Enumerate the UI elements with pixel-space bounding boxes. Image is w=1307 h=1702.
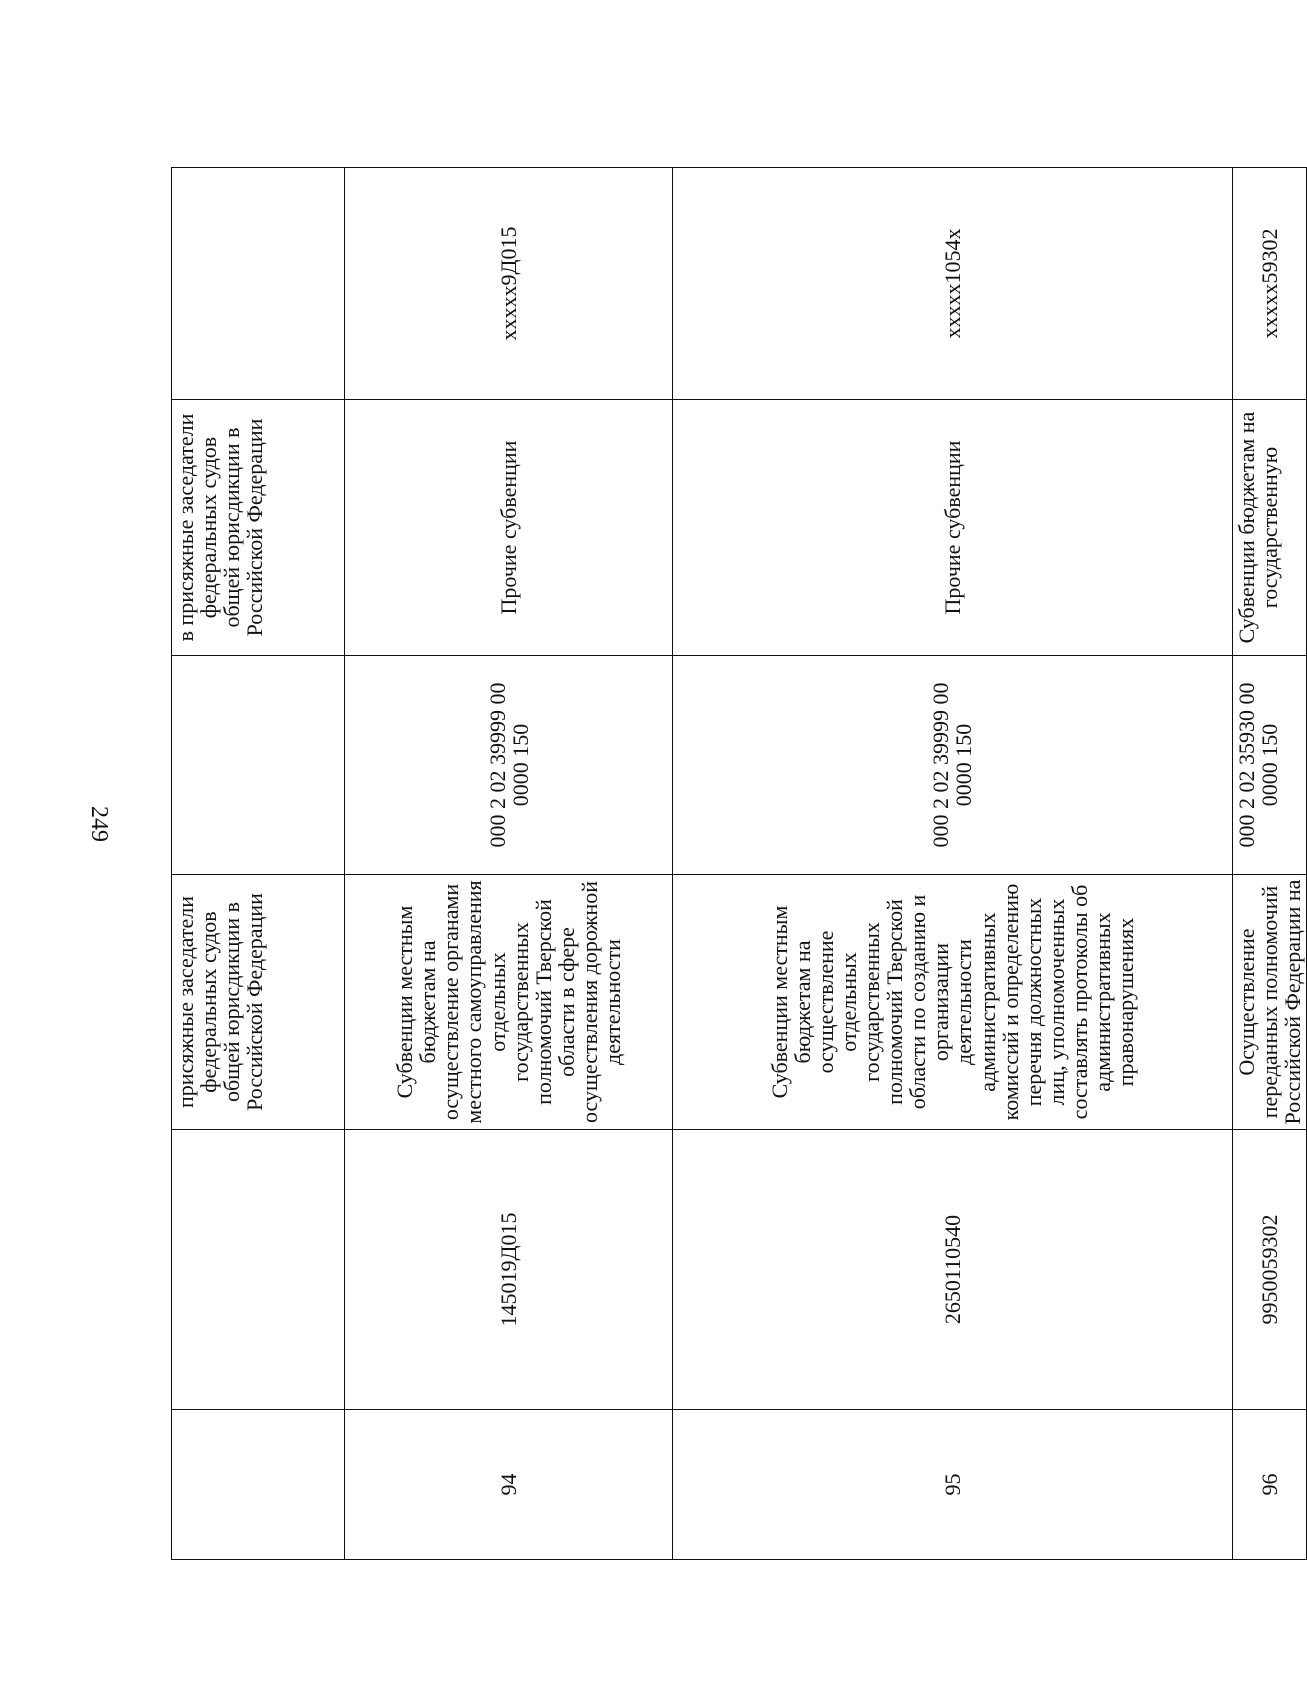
cell-name: Субвенции местным бюджетам на осуществление органами местного самоуправления отдельных государственных полномочий Тверской области в сфере осуществления дорожной деятельности — [345, 875, 673, 1130]
cell-kbk — [172, 656, 345, 875]
subvention-table — [171, 167, 1307, 1560]
table-row — [345, 168, 673, 1560]
cell-name: Субвенции местным бюджетам на осуществление отдельных государственных полномочий Тверской области по созданию и организации деятельности административных комиссий и определению перечня должностных лиц, уполномоченных составлять протоколы об административных правонарушениях — [673, 875, 1232, 1130]
cell-target-code — [172, 168, 345, 400]
cell-revenue-name: Субвенции бюджетам на государственную — [1232, 400, 1306, 656]
cell-target-code: xxxxx59302 — [1232, 168, 1306, 400]
cell-name: присяжные заседатели федеральных судов общей юрисдикции в Российской Федерации — [172, 875, 345, 1130]
cell-num: 94 — [345, 1410, 673, 1560]
cell-kbk: 000 2 02 39999 00 0000 150 — [673, 656, 1232, 875]
cell-num: 96 — [1232, 1410, 1306, 1560]
cell-code: 9950059302 — [1232, 1130, 1306, 1410]
cell-target-code: xxxxx9Д015 — [345, 168, 673, 400]
cell-num — [172, 1410, 345, 1560]
cell-code: 2650110540 — [673, 1130, 1232, 1410]
table-row — [1232, 168, 1306, 1560]
table-row — [673, 168, 1232, 1560]
cell-revenue-name: Прочие субвенции — [673, 400, 1232, 656]
cell-kbk: 000 2 02 39999 00 0000 150 — [345, 656, 673, 875]
cell-revenue-name: Прочие субвенции — [345, 400, 673, 656]
cell-target-code: xxxxx1054x — [673, 168, 1232, 400]
cell-name: Осуществление переданных полномочий Российской Федерации на — [1232, 875, 1306, 1130]
cell-revenue-name: в присяжные заседатели федеральных судов общей юрисдикции в Российской Федерации — [172, 400, 345, 656]
cell-num: 95 — [673, 1410, 1232, 1560]
table-row-continuation — [172, 168, 345, 1560]
rotated-table-container — [171, 168, 1305, 1560]
cell-code: 145019Д015 — [345, 1130, 673, 1410]
cell-code — [172, 1130, 345, 1410]
page-number: 249 — [86, 806, 112, 842]
cell-kbk: 000 2 02 35930 00 0000 150 — [1232, 656, 1306, 875]
